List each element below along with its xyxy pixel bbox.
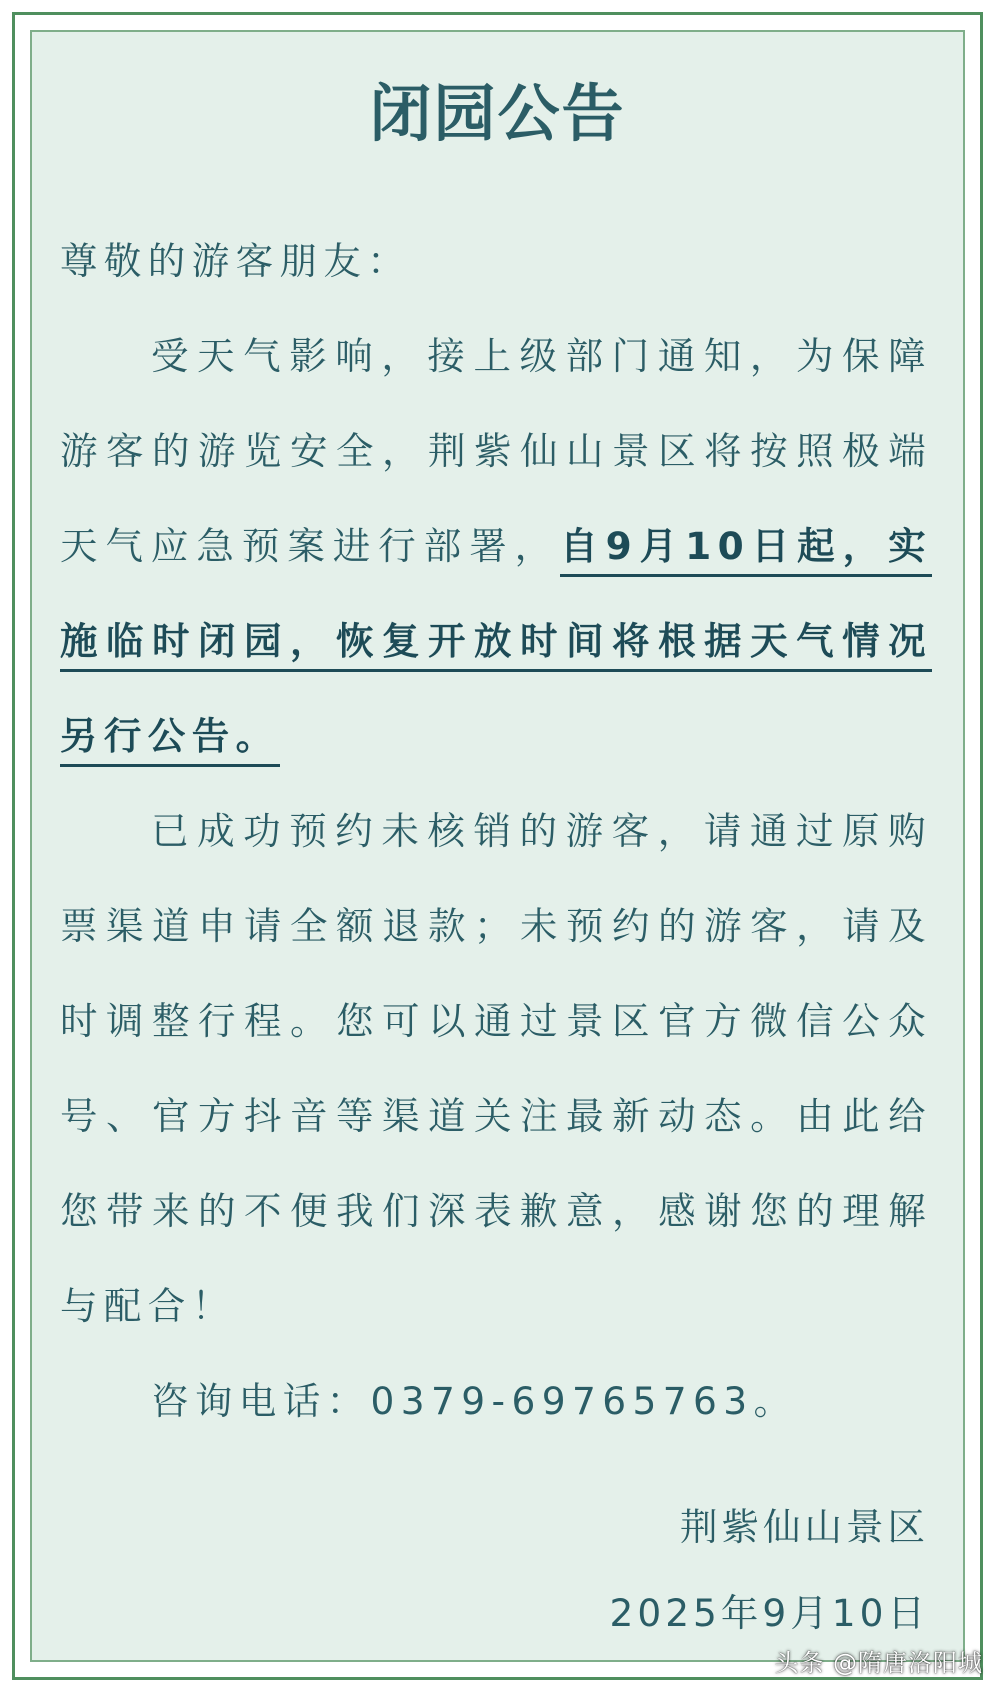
paragraph-closure-intro: 受天气影响，接上级部门通知，为保障游客的游览安全，荆紫仙山景区将按照极端天气应急预案进行部署，	[60, 334, 932, 568]
notice-body	[60, 214, 932, 1449]
greeting: 尊敬的游客朋友：	[60, 239, 412, 283]
signature-org: 荆紫仙山景区	[680, 1505, 929, 1549]
contact-phone: 咨询电话：0379-69765763。	[151, 1379, 798, 1423]
paragraph-closure	[60, 309, 932, 784]
signature-date: 2025年9月10日	[609, 1591, 929, 1635]
signature-block	[609, 1484, 929, 1656]
closure-highlight: 自9月10日起，实施临时闭园，恢复开放时间将根据天气情况另行公告。	[60, 524, 932, 767]
notice-title: 闭园公告	[369, 77, 626, 150]
paragraph-refund: 已成功预约未核销的游客，请通过原购票渠道申请全额退款；未预约的游客，请及时调整行程。您可以通过景区官方微信公众号、官方抖音等渠道关注最新动态。由此给您带来的不便我们深表歉意，感谢您的理解与配合！	[60, 809, 932, 1328]
watermark: 头条 @隋唐洛阳城	[774, 1649, 983, 1677]
